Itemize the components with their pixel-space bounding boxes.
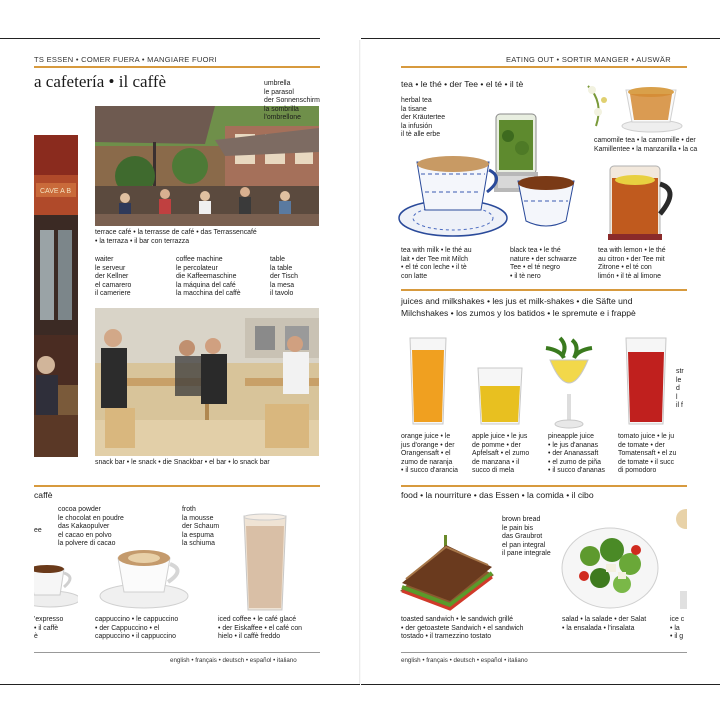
orange-juice-photo	[408, 336, 448, 428]
label-herbal-tea: herbal tea la tisane der Kräutertee la infusión il tè alle erbe	[401, 97, 446, 139]
bottom-rule-left	[0, 684, 360, 685]
section-accent-rule-food	[401, 485, 687, 487]
bottom-rule-right	[361, 684, 720, 685]
section-accent-rule-juices	[401, 289, 687, 291]
salad-photo	[560, 520, 660, 612]
right-page-footer: english • français • deutsch • español • italiano	[401, 657, 528, 664]
label-orange-juice: orange juice • le jus d'orange • der Orangensaft • el zumo de naranja • il succo d'arancia	[401, 433, 458, 475]
book-gutter	[359, 40, 361, 684]
tea-with-milk-photo	[397, 152, 509, 240]
label-froth: froth la mousse der Schaum la espuma la schiuma	[182, 506, 220, 548]
label-espresso: 'expresso • il caffè è	[34, 616, 64, 641]
footer-rule-left	[34, 652, 320, 653]
left-page-footer: english • français • deutsch • español • italiano	[170, 657, 297, 664]
label-iced-coffee: iced coffee • le café glacé • der Eiskaffee • el café con hielo • il caffè freddo	[218, 616, 302, 641]
label-ee: ee	[34, 527, 42, 534]
juices-section-title-line1: juices and milkshakes • les jus et milk-shakes • die Säfte und	[401, 296, 633, 306]
coffee-section-title: caffè	[34, 490, 53, 500]
label-ice-partial: ice c • la • il g	[670, 616, 685, 641]
label-cappuccino: cappuccino • le cappuccino • der Cappuccino • el cappuccino • il cappuccino	[95, 616, 179, 641]
black-tea-photo	[516, 175, 576, 237]
label-tomato-juice: tomato juice • le ju de tomate • der Tomatensaft • el zu de tomate • il succ di pomodoro	[618, 433, 677, 475]
tea-with-lemon-photo	[604, 160, 684, 244]
svg-text:CAVE A B: CAVE A B	[40, 188, 71, 195]
label-waiter: waiter le serveur der Kellner el camarero il cameriere	[95, 256, 132, 298]
espresso-photo	[34, 555, 78, 611]
label-cocoa-powder: cocoa powder le chocolat en poudre das Kakaopulver el cacao en polvo la polvere di cacao	[58, 506, 124, 548]
label-camomile-tea: camomile tea • la camomille • der Kamillentee • la manzanilla • la ca	[594, 137, 698, 153]
label-coffee-machine: coffee machine le percolateur die Kaffeemaschine la máquina del café la macchina del caffè	[176, 256, 241, 298]
pineapple-juice-photo	[534, 336, 604, 430]
top-rule-right	[361, 38, 720, 39]
snack-bar-photo	[95, 308, 319, 456]
label-table: table la table der Tisch la mesa il tavolo	[270, 256, 298, 298]
camomile-tea-photo	[584, 82, 684, 134]
page-title: a cafetería • il caffè	[34, 72, 167, 91]
label-tea-with-milk: tea with milk • le thé au lait • der Tee mit Milch • el té con leche • il tè con latte	[401, 247, 472, 280]
label-straw-partial: str le d l il f	[676, 368, 684, 410]
top-rule-left	[0, 38, 320, 39]
label-salad: salad • la salade • der Salat • la ensalada • l'insalata	[562, 616, 647, 632]
tomato-juice-photo	[624, 336, 668, 428]
footer-rule-right	[401, 652, 687, 653]
label-apple-juice: apple juice • le jus de pomme • der Apfelsaft • el zumo de manzana • il succo di mela	[472, 433, 530, 475]
apple-juice-photo	[476, 366, 524, 428]
label-umbrella: umbrella le parasol der Sonnenschirm la sombrilla l'ombrellone	[264, 80, 320, 122]
label-brown-bread: brown bread le pain bis das Graubrot el pan integral il pane integrale	[502, 516, 551, 558]
terrace-cafe-photo	[95, 106, 319, 226]
label-terrace-cafe: terrace café • la terrasse de café • das Terrassencafé • la terraza • il bar con terrazza	[95, 229, 257, 245]
label-tea-with-lemon: tea with lemon • le thé au citron • der Tee mit Zitrone • el té con limón • il tè al limone	[598, 247, 666, 280]
label-black-tea: black tea • le thé nature • der schwarze Tee • el té negro • il tè nero	[510, 247, 577, 280]
section-accent-rule-left	[34, 485, 320, 487]
right-page-header: EATING OUT • SORTIR MANGER • AUSWÄR	[506, 55, 671, 64]
label-pineapple-juice: pineapple juice • le jus d'ananas • der Ananassaft • el zumo de piña • il succo d'ananas	[548, 433, 605, 475]
ice-cream-photo-partial	[674, 505, 687, 613]
cappuccino-photo	[98, 540, 194, 612]
label-toasted-sandwich: toasted sandwich • le sandwich grillé • der getoastete Sandwich • el sandwich tostado • il tramezzino tostato	[401, 616, 524, 641]
left-page-header: TS ESSEN • COMER FUERA • MANGIARE FUORI	[34, 55, 217, 64]
header-accent-rule-right	[401, 66, 687, 68]
cafe-facade-photo	[34, 135, 78, 457]
label-snack-bar: snack bar • le snack • die Snackbar • el bar • lo snack bar	[95, 459, 270, 466]
toasted-sandwich-photo	[396, 535, 498, 613]
food-section-title: food • la nourriture • das Essen • la comida • il cibo	[401, 490, 594, 500]
tea-section-title: tea • le thé • der Tee • el té • il tè	[401, 79, 524, 89]
iced-coffee-photo	[242, 512, 288, 614]
juices-section-title-line2: Milchshakes • los zumos y los batidos • le spremute e i frappè	[401, 308, 636, 318]
header-accent-rule-left	[34, 66, 320, 68]
